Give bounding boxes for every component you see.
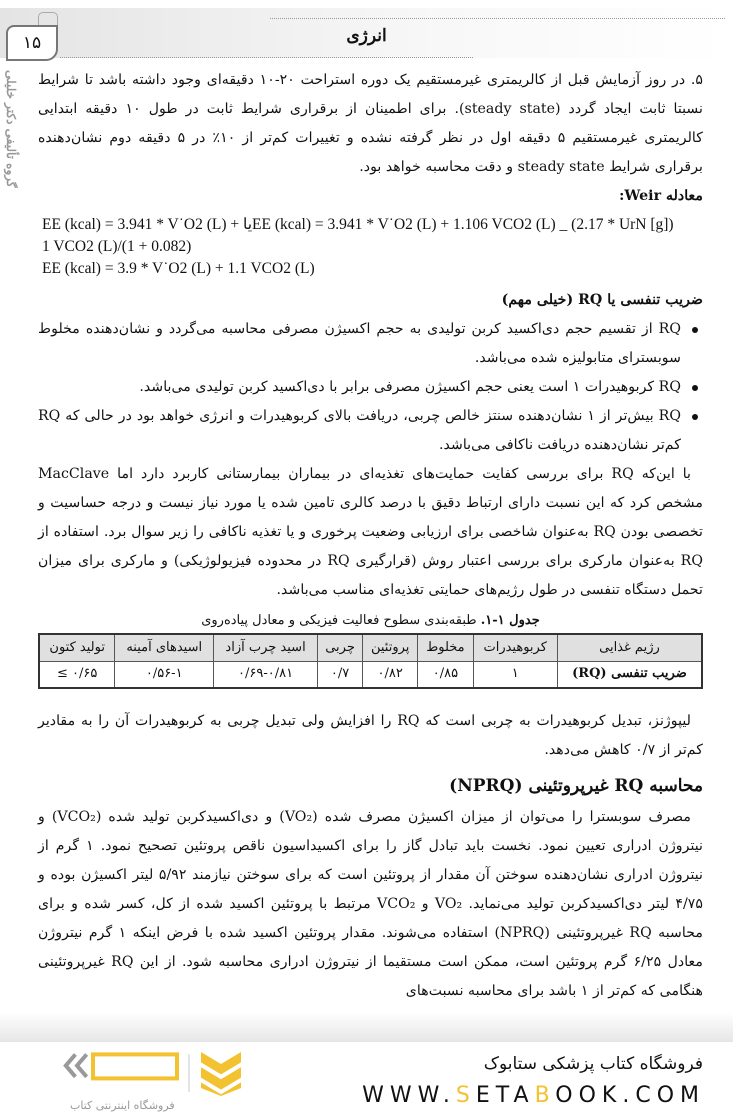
footer-banner <box>0 1042 733 1120</box>
table-cell: ۰/۸۲ <box>363 661 418 688</box>
column-header: اسیدهای آمینه <box>115 634 214 661</box>
chapter-title: انرژی <box>346 26 387 46</box>
paragraph-nprq: مصرف سوبسترا را می‌توان از میزان اکسیژن مصرف شده (VO₂) و دی‌اکسیدکربن تولید شده (VCO₂) و نیتروژن ادراری تعیین نمود. نخست باید تبادل گاز را برای اکسیداسیون ناقص پروتئین تصحیح نمود. ۱ گرم از نیتروژن ادراری نشان‌دهنده سوختن آن مقدار از پروتئین است که برای سوختن نیازمند ۵/۹۲ لیتر اکسیژن بوده و ۴/۷۵ لیتر دی‌اکسیدکربن تولید می‌نماید. VO₂ و VCO₂ مرتبط با پروتئین اکسید شده از کل، کسر شده و برای محاسبه RQ غیرپروتئینی (NPRQ) استفاده می‌شوند. مقدار پروتئین اکسید شده با فرض اینکه ۱ گرم نیتروژن معادل ۶/۲۵ گرم پروتئین است، ممکن است مستقیما از نیتروژن ادراری محاسبه شود. از این RQ غیرپروتئینی هنگامی که کم‌تر از ۱ باشد برای محاسبه نسبت‌های <box>38 809 704 999</box>
footer-shadow <box>0 1012 733 1042</box>
page-number: ۱۵ <box>6 25 58 61</box>
equation-1: EE (kcal) = 3.941 * V˙O2 (L) + یاEE (kcal) = 3.941 * V˙O2 (L) + 1.106 VCO2 (L) _ (2.17 * UrN [g]) <box>42 216 674 233</box>
list-item: RQ بیش‌تر از ۱ نشان‌دهنده سنتز خالص چربی، دریافت بالای کربوهیدرات و انرژی خواهد بود در حالی که RQ کم‌تر نشان‌دهنده دریافت ناکافی می‌باشد. <box>38 402 681 460</box>
list-item: RQ از تقسیم حجم دی‌اکسید کربن تولیدی به حجم اکسیژن مصرفی محاسبه می‌گردد و نشان‌دهنده مخلوط سوبسترای متابولیزه شده می‌باشد. <box>38 315 681 373</box>
table-cell: ۰/۶۹-۰/۸۱ <box>214 661 318 688</box>
column-header: پروتئین <box>363 634 418 661</box>
weir-label: معادله Weir: <box>619 188 703 204</box>
page-body <box>38 66 703 1006</box>
caption-number: جدول ۱-۱. <box>480 613 540 628</box>
double-chevron-icon <box>66 1054 87 1076</box>
nprq-heading: محاسبه RQ غیرپروتئینی (NPRQ) <box>449 776 703 796</box>
setabook-logo <box>35 1048 295 1096</box>
rq-bullet-list <box>38 315 703 460</box>
paragraph-lipogenesis: لیپوژنز، تبدیل کربوهیدرات به چربی است که RQ را افزایش ولی تبدیل چربی به کربوهیدرات آن را به مقادیر کم‌تر از ۰/۷ کاهش می‌دهد. <box>38 713 703 758</box>
url-part: ETA <box>475 1083 535 1108</box>
logo-tagline: فروشگاه اینترنتی کتاب <box>70 1099 175 1112</box>
rq-heading: ضریب تنفسی یا RQ (خیلی مهم) <box>501 292 703 308</box>
store-name: فروشگاه کتاب پزشکی ستابوک <box>483 1054 703 1074</box>
paragraph-step5: ۵. در روز آزمایش قبل از کالریمتری غیرمستقیم یک دوره استراحت ۲۰-۱۰ دقیقه‌ای وجود داشته باشد تا شرایط نسبتا ثابت ایجاد گردد (steady state). برای اطمینان از برقراری شرایط ثابت در طول ۱۰ دقیقه ابتدایی کالریمتری غیرمستقیم ۵ دقیقه اول در نظر گرفته نشده و تغییرات کم‌تر از ۱۰٪ در ۵ دقیقه دوم نشان‌دهنده برقراری شرایط steady state و دقت محاسبه خواهد بود. <box>38 72 703 175</box>
paragraph-macclave: با این‌که RQ برای بررسی کفایت حمایت‌های تغذیه‌ای در بیماران بیمارستانی کاربرد دارد اما MacClave مشخص کرد که این نسبت دارای ارتباط دقیق با درصد کالری تامین شده یا مورد نیاز نیست و درجه حساسیت و تخصصی بودن RQ به‌عنوان شاخصی برای ارزیابی وضعیت پرخوری و یا تغذیه ناکافی را زیر سوال برد. استفاده از RQ به‌عنوان مارکری برای بررسی اعتبار روش (قرارگیری RQ در محدوده فیزیولوژیکی) و مارکری برای میزان تحمل دستگاه تنفسی در طول رژیم‌های حمایتی تغذیه‌ای مناسب می‌باشد. <box>38 466 704 598</box>
page-top <box>0 0 733 66</box>
rq-table <box>38 633 703 689</box>
divider <box>60 57 473 58</box>
table-cell: ضریب تنفسی (RQ) <box>557 661 702 688</box>
column-header: کربوهیدرات <box>473 634 557 661</box>
column-header: رژیم غذایی <box>557 634 702 661</box>
table-cell: ۰/۵۶-۱ <box>115 661 214 688</box>
caption-text: طبقه‌بندی سطوح فعالیت فیزیکی و معادل پیاده‌روی <box>201 613 481 628</box>
column-header: تولید کتون <box>39 634 115 661</box>
url-part: OOK.COM <box>555 1083 705 1108</box>
divider <box>270 18 725 19</box>
list-item: RQ کربوهیدرات ۱ است یعنی حجم اکسیژن مصرفی برابر با دی‌اکسید کربن تولیدی می‌باشد. <box>38 373 681 402</box>
column-header: مخلوط <box>418 634 473 661</box>
chevron-logo-icon <box>201 1052 241 1096</box>
table-cell: ۰/۷ <box>318 661 363 688</box>
column-header: چربی <box>318 634 363 661</box>
table-cell: ۰/۸۵ <box>418 661 473 688</box>
table-caption <box>38 611 703 631</box>
equation-3: EE (kcal) = 3.9 * V˙O2 (L) + 1.1 VCO2 (L) <box>42 260 315 277</box>
table-cell: ۰/۶۵ ≥ <box>39 661 115 688</box>
table-cell: ۱ <box>473 661 557 688</box>
side-label: گروه تألیفی دکتر خلیلی <box>4 70 18 188</box>
url-part: B <box>534 1083 556 1108</box>
url-part: WWW. <box>362 1083 456 1108</box>
page-middle <box>0 66 733 1006</box>
url-part: S <box>455 1083 476 1108</box>
table-header-row <box>39 634 702 661</box>
table-row <box>39 661 702 688</box>
store-url[interactable] <box>362 1082 705 1110</box>
equation-2: 1 VCO2 (L)/(1 + 0.082) <box>42 238 192 255</box>
column-header: اسید چرب آزاد <box>214 634 318 661</box>
